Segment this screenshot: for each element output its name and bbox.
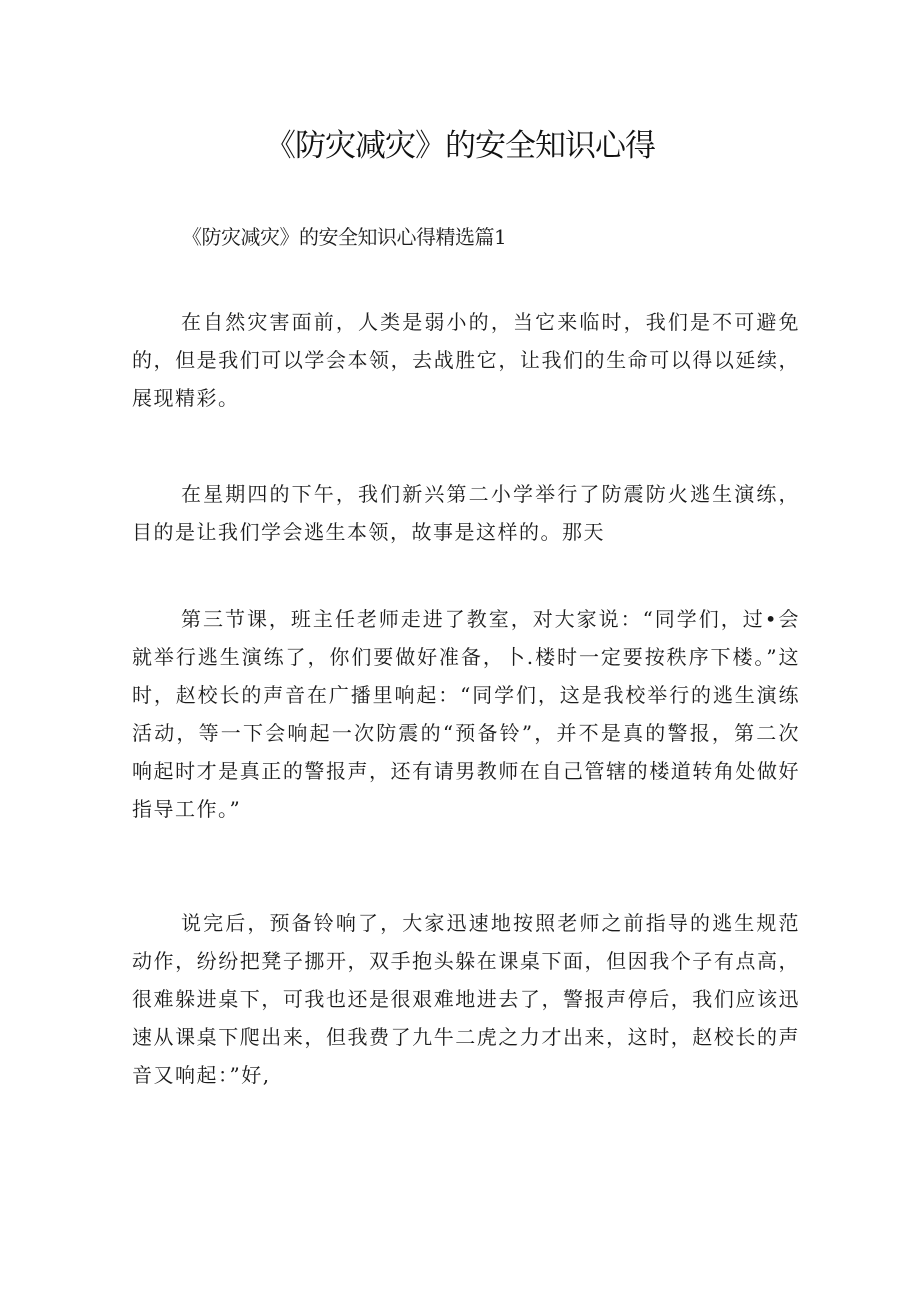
paragraph: 说完后，预备铃响了，大家迅速地按照老师之前指导的逃生规范动作，纷纷把凳子挪开，双手抱头躲在课桌下面，但因我个子有点高，很难躲进桌下，可我也还是很艰难地进去了，警报声停后，我们应该迅速从课桌下爬出来，但我费了九牛二虎之力才出来，这时，赵校长的声音又响起：”好, xyxy=(132,911,800,1087)
paragraph: 第三节课，班主任老师走进了教室，对大家说：“同学们，过•会就举行逃生演练了，你们要做好准备，卜.楼时一定要按秩序下楼。”这时，赵校长的声音在广播里响起：“同学们，这是我校举行的逃生演练活动，等一下会响起一次防震的“预备铃”，并不是真的警报，第二次响起时才是真正的警报声，还有请男教师在自己管辖的楼道转角处做好指导工作。” xyxy=(132,607,800,821)
paragraph: 在星期四的下午，我们新兴第二小学举行了防震防火逃生演练，目的是让我们学会逃生本领，故事是这样的。那天 xyxy=(132,482,800,544)
paragraph: 在自然灾害面前，人类是弱小的，当它来临时，我们是不可避免的，但是我们可以学会本领，去战胜它，让我们的生命可以得以延续，展现精彩。 xyxy=(132,310,800,410)
document-title: 《防灾减灾》的安全知识心得 xyxy=(265,128,655,164)
document-subtitle: 《防灾减灾》的安全知识心得精选篇1 xyxy=(182,225,507,249)
